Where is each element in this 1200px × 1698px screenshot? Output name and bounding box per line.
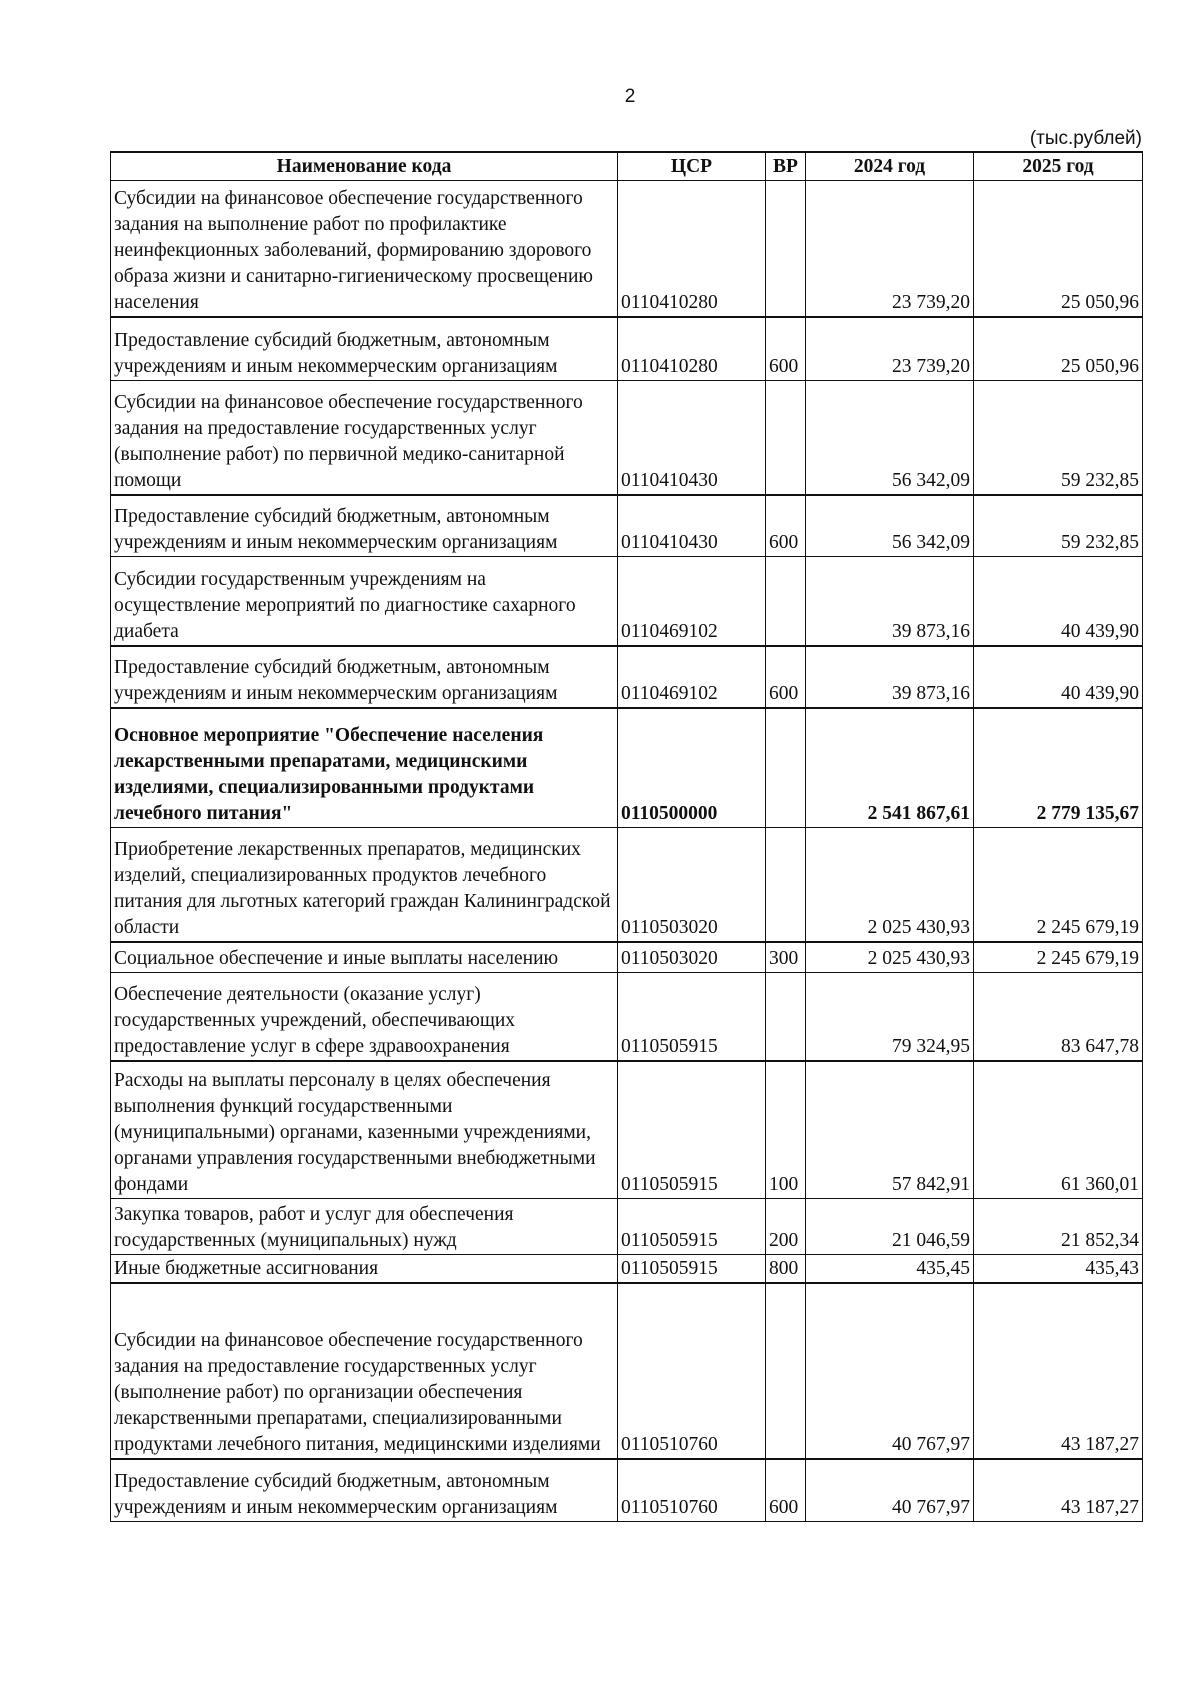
cell-vr: 100 — [766, 1061, 806, 1199]
cell-vr — [766, 181, 806, 317]
cell-name: Предоставление субсидий бюджетным, автономным учреждениям и иным некоммерческим организациям — [111, 646, 618, 708]
cell-2024: 23 739,20 — [806, 181, 974, 317]
cell-2025: 43 187,27 — [974, 1459, 1143, 1521]
cell-vr: 600 — [766, 495, 806, 557]
cell-name: Расходы на выплаты персоналу в целях обеспечения выполнения функций государственными (муниципальными) органами, казенными учреждениями, органами управления государственными внебюджетными фондами — [111, 1061, 618, 1199]
cell-vr: 600 — [766, 646, 806, 708]
cell-vr — [766, 973, 806, 1061]
cell-name: Предоставление субсидий бюджетным, автономным учреждениям и иным некоммерческим организациям — [111, 495, 618, 557]
cell-name: Субсидии на финансовое обеспечение государственного задания на предоставление государственных услуг (выполнение работ) по первичной медико-санитарной помощи — [111, 381, 618, 495]
cell-csr: 0110503020 — [618, 828, 766, 942]
header-csr: ЦСР — [618, 152, 766, 181]
cell-2025: 21 852,34 — [974, 1199, 1143, 1255]
cell-2025: 2 245 679,19 — [974, 828, 1143, 942]
cell-name: Приобретение лекарственных препаратов, медицинских изделий, специализированных продуктов лечебного питания для льготных категорий граждан Калининградской области — [111, 828, 618, 942]
cell-csr: 0110410430 — [618, 495, 766, 557]
cell-name: Субсидии на финансовое обеспечение государственного задания на выполнение работ по профилактике неинфекционных заболеваний, формированию здорового образа жизни и санитарно-гигиеническому просвещению населения — [111, 181, 618, 317]
cell-csr: 0110469102 — [618, 646, 766, 708]
table-row — [111, 1061, 1143, 1199]
cell-2024: 40 767,97 — [806, 1283, 974, 1459]
cell-name: Предоставление субсидий бюджетным, автономным учреждениям и иным некоммерческим организациям — [111, 317, 618, 381]
table-row — [111, 181, 1143, 317]
cell-name: Предоставление субсидий бюджетным, автономным учреждениям и иным некоммерческим организациям — [111, 1459, 618, 1521]
cell-name: Обеспечение деятельности (оказание услуг) государственных учреждений, обеспечивающих предоставление услуг в сфере здравоохранения — [111, 973, 618, 1061]
cell-2025: 59 232,85 — [974, 495, 1143, 557]
table-row — [111, 495, 1143, 557]
cell-vr — [766, 828, 806, 942]
cell-vr: 200 — [766, 1199, 806, 1255]
cell-2024: 435,45 — [806, 1255, 974, 1284]
cell-2024: 2 541 867,61 — [806, 708, 974, 828]
cell-2024: 23 739,20 — [806, 317, 974, 381]
header-vr: ВР — [766, 152, 806, 181]
cell-vr — [766, 381, 806, 495]
cell-vr: 800 — [766, 1255, 806, 1284]
cell-name: Социальное обеспечение и иные выплаты населению — [111, 942, 618, 973]
cell-csr: 0110505915 — [618, 973, 766, 1061]
cell-csr: 0110505915 — [618, 1255, 766, 1284]
cell-csr: 0110500000 — [618, 708, 766, 828]
table-row — [111, 708, 1143, 828]
table-row — [111, 942, 1143, 973]
cell-2025: 25 050,96 — [974, 181, 1143, 317]
cell-2024: 39 873,16 — [806, 646, 974, 708]
cell-2024: 57 842,91 — [806, 1061, 974, 1199]
cell-2025: 43 187,27 — [974, 1283, 1143, 1459]
table-row — [111, 1459, 1143, 1521]
cell-csr: 0110510760 — [618, 1283, 766, 1459]
cell-csr: 0110505915 — [618, 1199, 766, 1255]
cell-2024: 79 324,95 — [806, 973, 974, 1061]
cell-2024: 56 342,09 — [806, 495, 974, 557]
table-row — [111, 1199, 1143, 1255]
cell-csr: 0110505915 — [618, 1061, 766, 1199]
cell-2025: 40 439,90 — [974, 646, 1143, 708]
cell-2025: 25 050,96 — [974, 317, 1143, 381]
table-row — [111, 646, 1143, 708]
table-row — [111, 1283, 1143, 1459]
cell-2025: 61 360,01 — [974, 1061, 1143, 1199]
cell-2024: 21 046,59 — [806, 1199, 974, 1255]
header-2025: 2025 год — [974, 152, 1143, 181]
header-name: Наименование кода — [111, 152, 618, 181]
cell-2025: 2 245 679,19 — [974, 942, 1143, 973]
cell-2025: 40 439,90 — [974, 557, 1143, 646]
table-row — [111, 973, 1143, 1061]
cell-2025: 83 647,78 — [974, 973, 1143, 1061]
cell-name: Субсидии на финансовое обеспечение государственного задания на предоставление государственных услуг (выполнение работ) по организации обеспечения лекарственными препаратами, специализированными продуктами лечебного питания, медицинскими изделиями — [111, 1283, 618, 1459]
cell-name: Закупка товаров, работ и услуг для обеспечения государственных (муниципальных) нужд — [111, 1199, 618, 1255]
cell-2025: 59 232,85 — [974, 381, 1143, 495]
table-row — [111, 828, 1143, 942]
cell-vr — [766, 708, 806, 828]
cell-csr: 0110510760 — [618, 1459, 766, 1521]
cell-csr: 0110503020 — [618, 942, 766, 973]
cell-2024: 39 873,16 — [806, 557, 974, 646]
units-label: (тыс.рублей) — [1029, 128, 1142, 149]
cell-csr: 0110410430 — [618, 381, 766, 495]
cell-csr: 0110469102 — [618, 557, 766, 646]
cell-vr: 600 — [766, 1459, 806, 1521]
cell-2025: 435,43 — [974, 1255, 1143, 1284]
cell-vr — [766, 1283, 806, 1459]
table-row — [111, 317, 1143, 381]
cell-2024: 40 767,97 — [806, 1459, 974, 1521]
table-row — [111, 557, 1143, 646]
cell-2024: 2 025 430,93 — [806, 942, 974, 973]
table-row — [111, 381, 1143, 495]
cell-2024: 56 342,09 — [806, 381, 974, 495]
cell-vr: 600 — [766, 317, 806, 381]
cell-vr — [766, 557, 806, 646]
cell-name: Субсидии государственным учреждениям на осуществление мероприятий по диагностике сахарного диабета — [111, 557, 618, 646]
cell-vr: 300 — [766, 942, 806, 973]
table-header-row — [111, 152, 1143, 181]
header-2024: 2024 год — [806, 152, 974, 181]
cell-name: Иные бюджетные ассигнования — [111, 1255, 618, 1284]
table-row — [111, 1255, 1143, 1284]
cell-csr: 0110410280 — [618, 181, 766, 317]
cell-csr: 0110410280 — [618, 317, 766, 381]
cell-name: Основное мероприятие "Обеспечение населения лекарственными препаратами, медицинскими изделиями, специализированными продуктами лечебного питания" — [111, 708, 618, 828]
budget-table — [110, 151, 1143, 1522]
table-body — [111, 181, 1143, 1522]
cell-2025: 2 779 135,67 — [974, 708, 1143, 828]
cell-2024: 2 025 430,93 — [806, 828, 974, 942]
page-number: 2 — [624, 86, 636, 107]
